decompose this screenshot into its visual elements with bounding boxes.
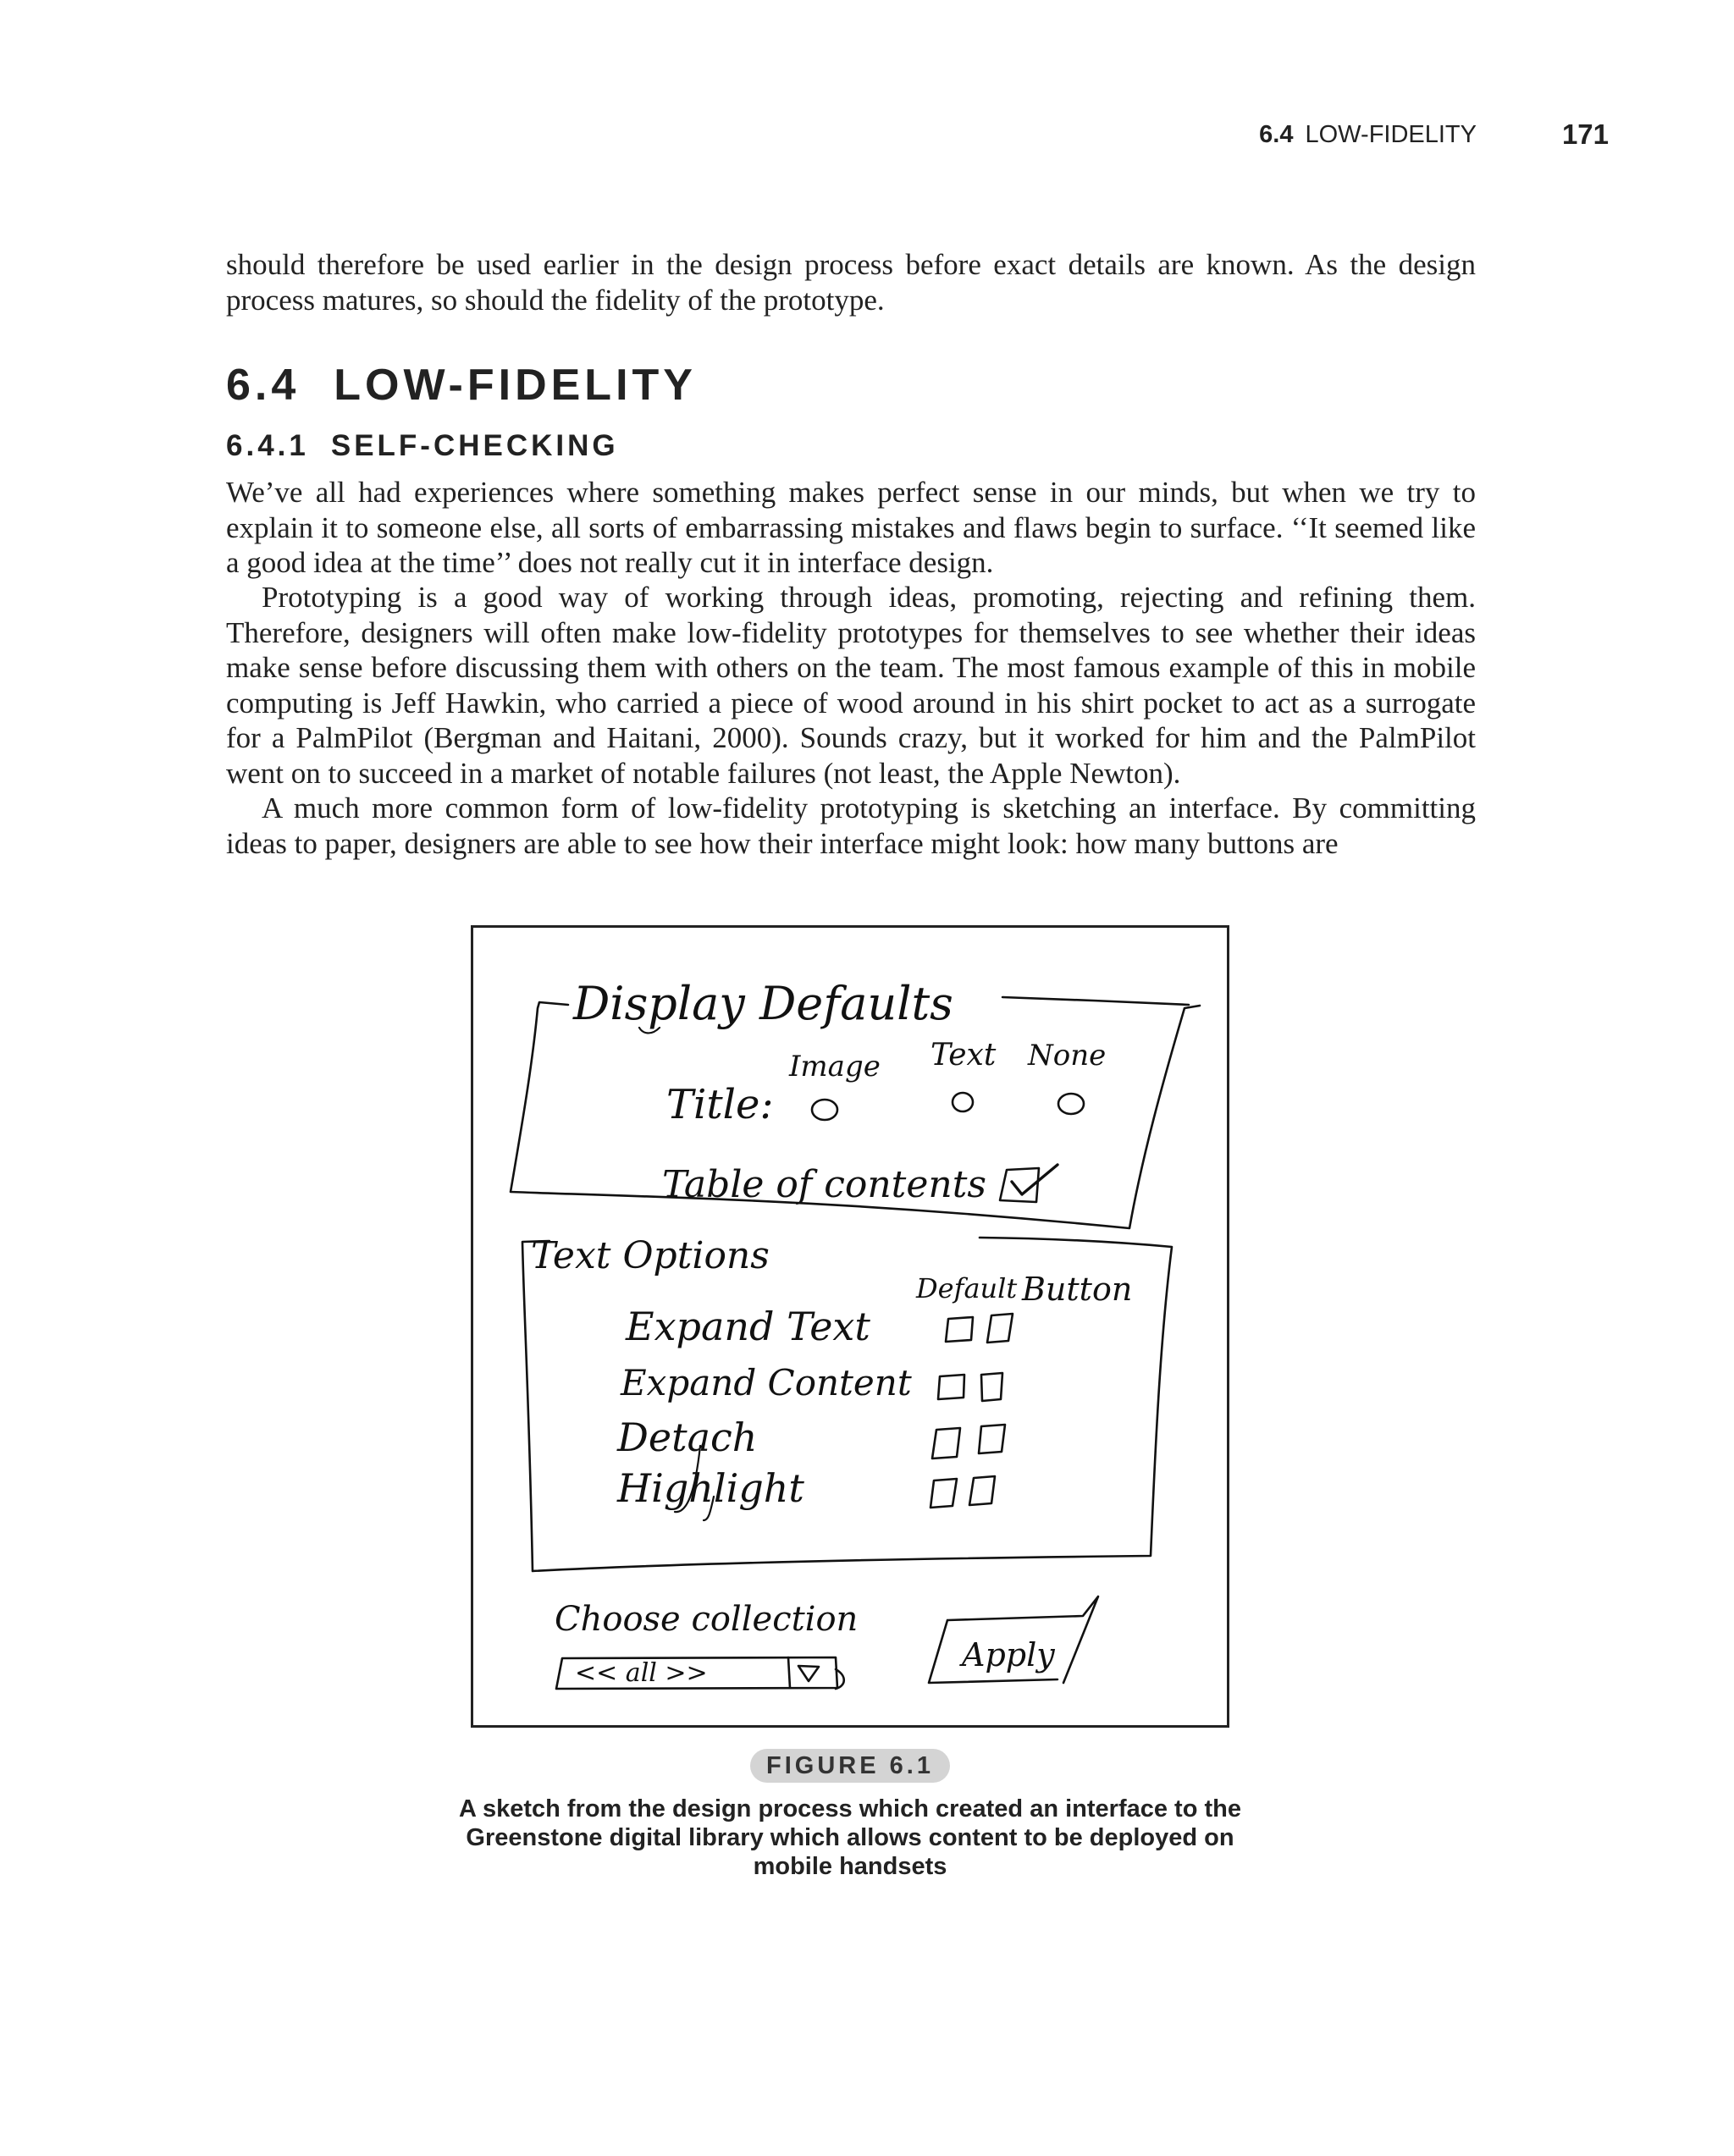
collection-selected-value: << all >> — [575, 1658, 708, 1688]
text-options-heading: Text Options — [531, 1234, 770, 1277]
radio-none — [1058, 1094, 1084, 1114]
option-none-label: None — [1028, 1039, 1107, 1072]
radio-text — [953, 1093, 973, 1111]
row-expand-text: Expand Text — [626, 1304, 870, 1349]
running-head-section-number: 6.4 — [1259, 121, 1294, 148]
title-label: Title: — [666, 1081, 774, 1128]
checkbox-expand-text-button — [987, 1314, 1013, 1343]
display-defaults-heading: Display Defaults — [573, 977, 953, 1030]
subsection-heading — [226, 429, 619, 463]
page-number: 171 — [1561, 119, 1609, 150]
figure-sketch — [471, 925, 1229, 1728]
checkbox-expand-content-button — [981, 1373, 1002, 1401]
checkbox-detach-button — [979, 1425, 1005, 1453]
radio-image — [812, 1100, 837, 1120]
section-number: 6.4 — [226, 361, 301, 410]
option-image-label: Image — [789, 1050, 881, 1084]
running-head-section-title: LOW-FIDELITY — [1305, 121, 1477, 148]
column-default-label: Default — [916, 1272, 1018, 1304]
column-button-label: Button — [1022, 1271, 1133, 1308]
checkbox-detach-default — [932, 1428, 960, 1458]
apply-button-label: Apply — [962, 1636, 1055, 1674]
paragraph-2: Prototyping is a good way of working through ideas, promoting, rejecting and refining them. Therefore, designers will often make low-fidelity prototypes for themselves to see whether their ideas make sense before discussing them with others on the team. The most famous example of this in mobile computing is Jeff Hawkin, who carried a piece of wood around in his shirt pocket to act as a surrogate for a PalmPilot (Bergman and Haitani, 2000). Sounds crazy, but it worked for him and the PalmPilot went on to succeed in a market of notable failures (not least, the Apple Newton). — [226, 581, 1476, 790]
choose-collection-label: Choose collection — [555, 1600, 859, 1639]
running-head — [1101, 121, 1609, 155]
row-detach: Detach — [617, 1414, 758, 1460]
figure-caption: A sketch from the design process which created an interface to the Greenstone digital library which allows content to be deployed on mobile handsets — [459, 1795, 1241, 1880]
toc-label: Table of contents — [662, 1163, 986, 1206]
checkbox-highlight-button — [969, 1476, 995, 1505]
checkbox-expand-content-default — [938, 1375, 964, 1399]
checkbox-highlight-default — [931, 1479, 957, 1508]
section-heading — [226, 360, 697, 411]
sketch-drawing — [473, 928, 1227, 1725]
subsection-title: SELF-CHECKING — [330, 429, 619, 462]
option-text-label: Text — [931, 1038, 997, 1072]
running-head-section — [1259, 121, 1477, 149]
figure-label: FIGURE 6.1 — [750, 1749, 950, 1783]
section-title: LOW-FIDELITY — [334, 361, 697, 410]
paragraph-3: A much more common form of low-fidelity prototyping is sketching an interface. By committing ideas to paper, designers are able to see how their interface might look: how many buttons are — [226, 791, 1476, 860]
row-highlight: Highlight — [617, 1465, 804, 1511]
intro-paragraph: should therefore be used earlier in the design process before exact details are known. As the design process matures, so should the fidelity of the prototype. — [226, 248, 1476, 317]
row-expand-content: Expand Content — [621, 1362, 912, 1403]
subsection-number: 6.4.1 — [226, 429, 309, 462]
paragraph-1: We’ve all had experiences where something makes perfect sense in our minds, but when we try to explain it to someone else, all sorts of embarrassing mistakes and flaws begin to surface. ‘‘It seemed like a good idea at the time’’ does not really cut it in interface design. — [226, 476, 1476, 579]
collection-dropdown-arrow — [798, 1666, 819, 1681]
checkbox-expand-text-default — [946, 1317, 973, 1342]
